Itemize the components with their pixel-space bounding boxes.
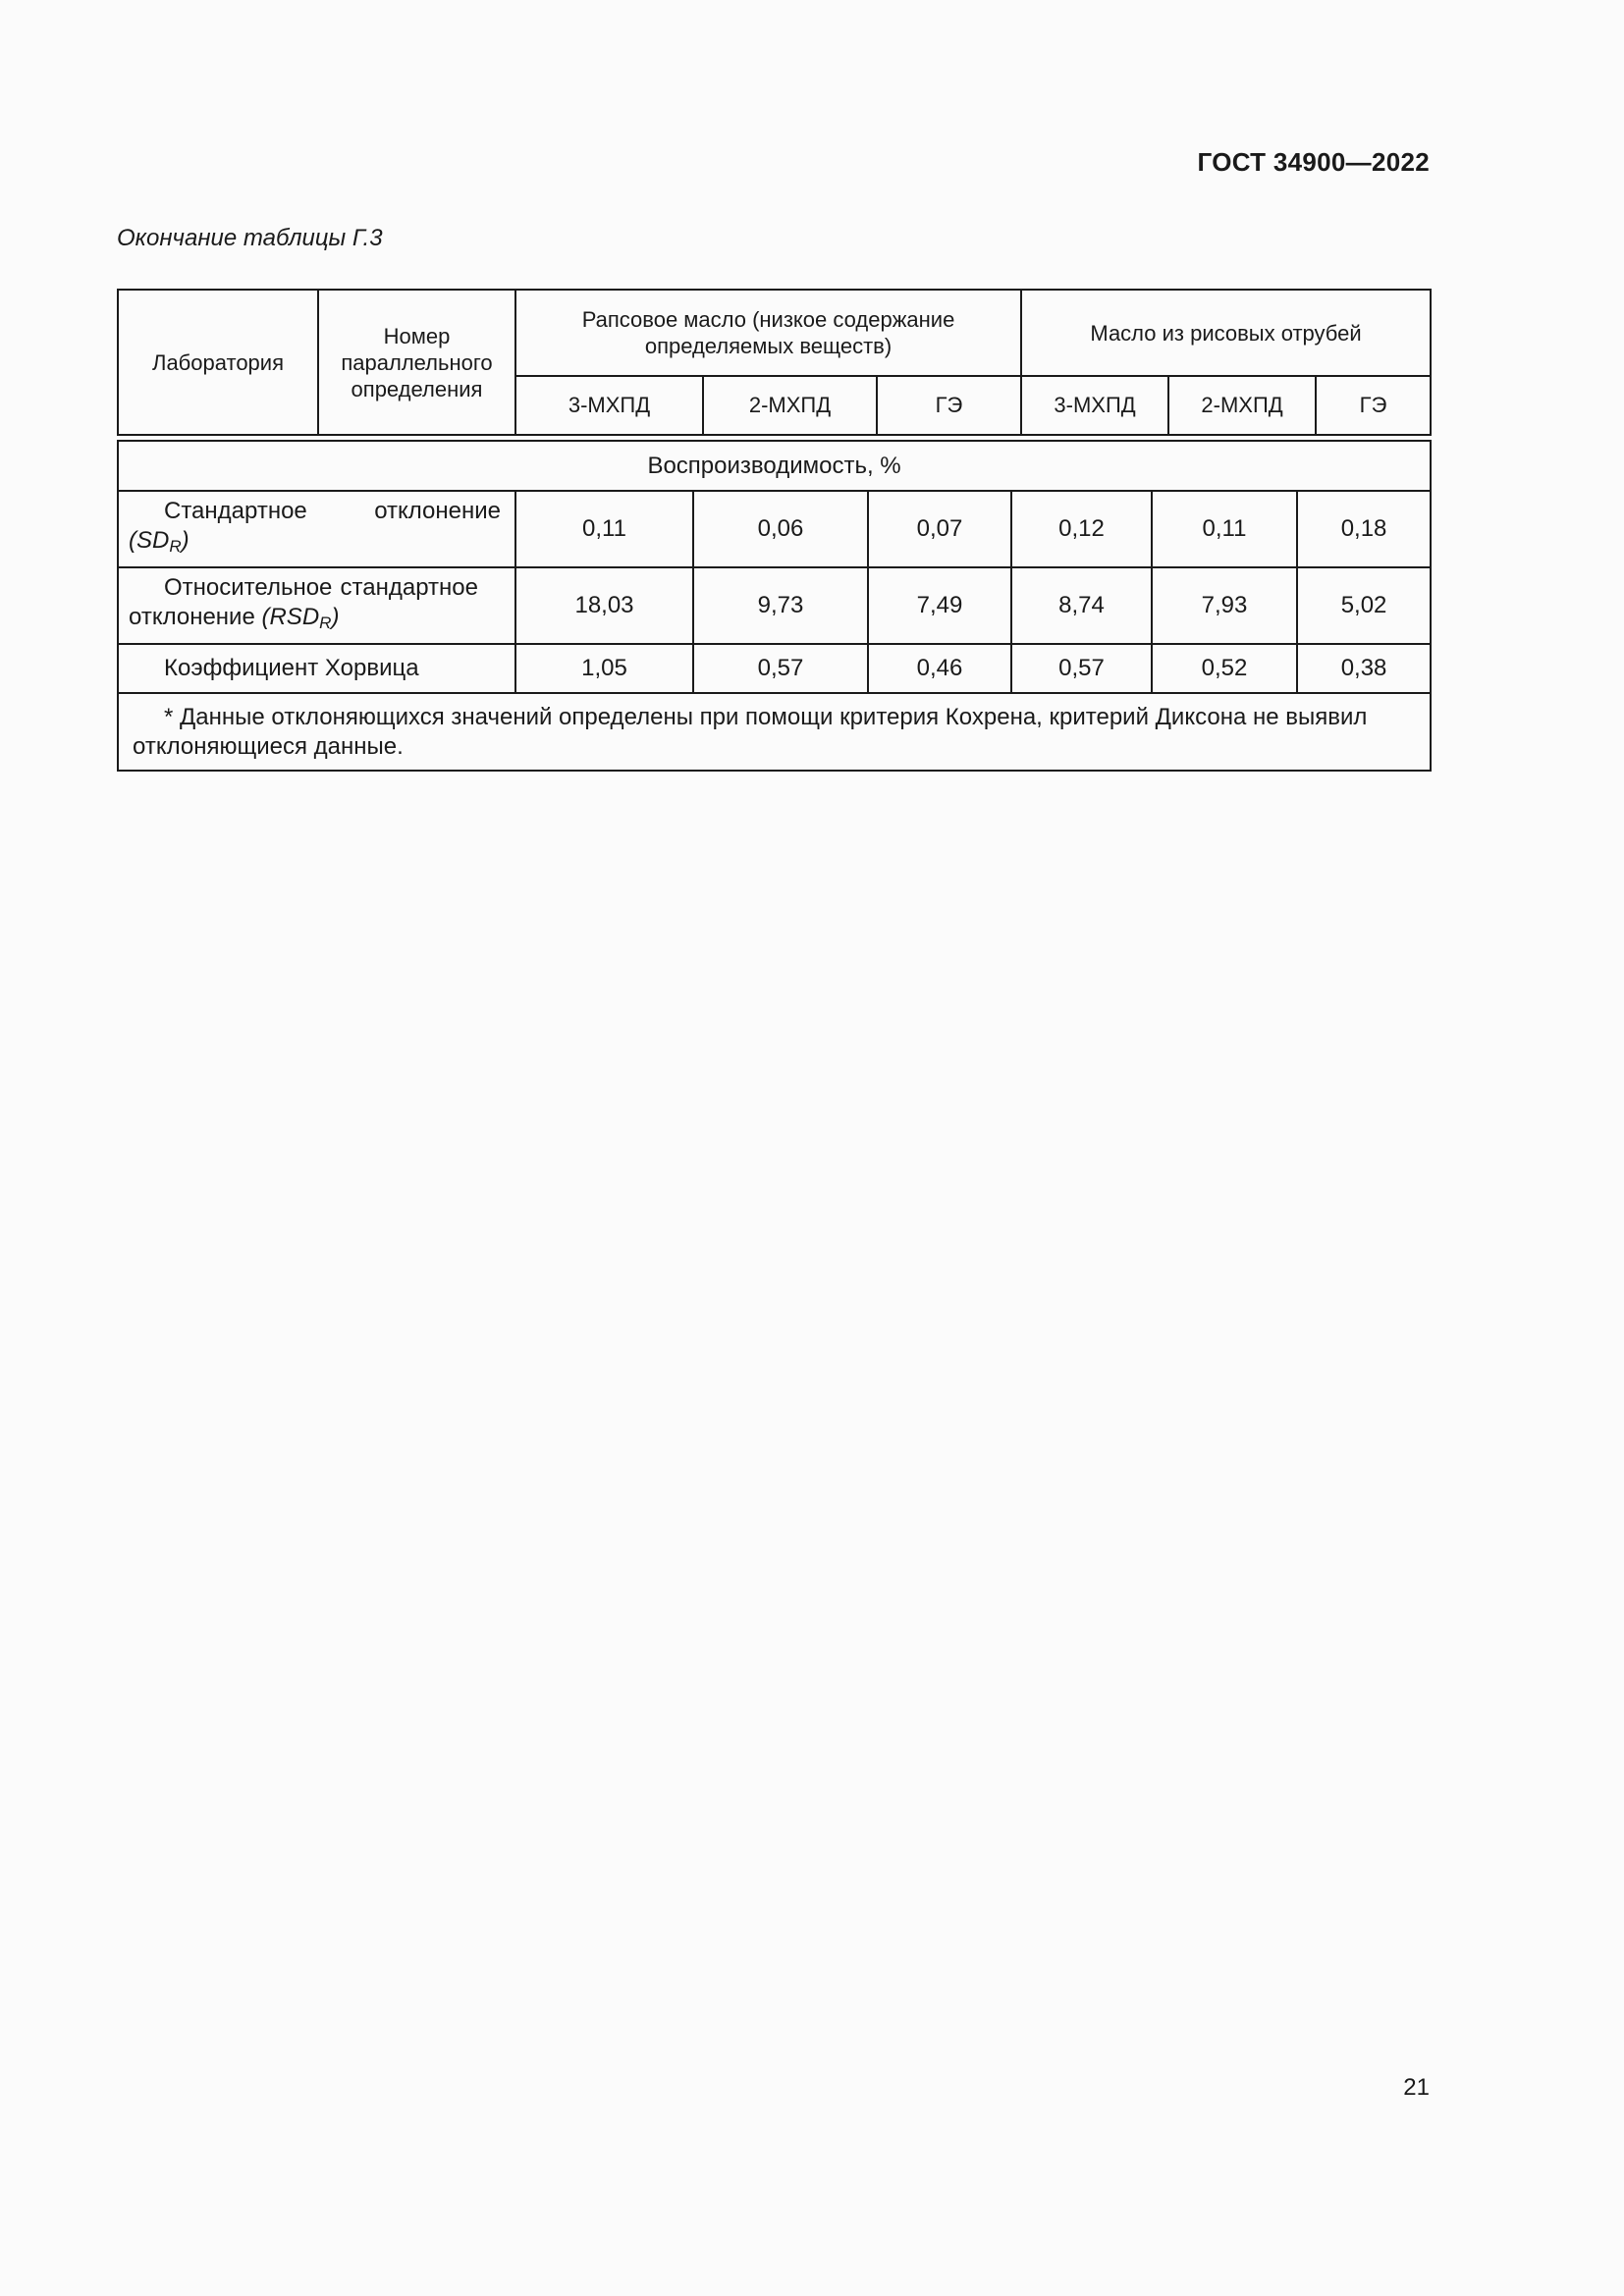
value-cell: 18,03	[515, 567, 693, 644]
value-cell: 0,11	[1152, 491, 1297, 567]
table-footnote: * Данные отклоняющихся значений определены при помощи критерия Кохрена, критерий Диксона не выявил отклоняющиеся данные.	[118, 693, 1431, 771]
header-column: 2-МХПД	[1168, 376, 1316, 435]
value-cell: 0,38	[1297, 644, 1431, 693]
header-group-rapeseed-oil: Рапсовое масло (низкое содержание определяемых веществ)	[515, 290, 1021, 376]
value-cell: 0,18	[1297, 491, 1431, 567]
table-row	[118, 567, 1431, 644]
value-cell: 8,74	[1011, 567, 1152, 644]
value-cell: 1,05	[515, 644, 693, 693]
value-cell: 0,11	[515, 491, 693, 567]
header-column: ГЭ	[877, 376, 1021, 435]
header-column: 3-МХПД	[515, 376, 703, 435]
header-parallel-number: Номер параллельного определения	[318, 290, 515, 435]
table-body	[117, 440, 1432, 772]
table-row	[118, 644, 1431, 693]
table-row	[118, 491, 1431, 567]
section-title: Воспроизводимость, %	[118, 441, 1431, 491]
value-cell: 0,12	[1011, 491, 1152, 567]
header-column: 2-МХПД	[703, 376, 877, 435]
table-caption: Окончание таблицы Г.3	[117, 225, 383, 251]
standard-code: ГОСТ 34900—2022	[1197, 147, 1430, 177]
header-laboratory: Лаборатория	[118, 290, 318, 435]
page-number: 21	[1403, 2074, 1430, 2101]
value-cell: 0,57	[693, 644, 868, 693]
value-cell: 0,06	[693, 491, 868, 567]
row-label: Коэффициент Хорвица	[118, 644, 515, 693]
value-cell: 7,93	[1152, 567, 1297, 644]
table-header	[117, 289, 1432, 436]
header-column: 3-МХПД	[1021, 376, 1168, 435]
value-cell: 7,49	[868, 567, 1011, 644]
header-group-rice-bran-oil: Масло из рисовых отрубей	[1021, 290, 1431, 376]
row-label: Относительное стандартное отклонение $(RSD_R)$	[118, 567, 515, 644]
value-cell: 0,52	[1152, 644, 1297, 693]
header-column: ГЭ	[1316, 376, 1431, 435]
value-cell: 0,57	[1011, 644, 1152, 693]
value-cell: 0,46	[868, 644, 1011, 693]
row-label: Стандартное отклонение $(SD_R)$	[118, 491, 515, 567]
value-cell: 9,73	[693, 567, 868, 644]
value-cell: 0,07	[868, 491, 1011, 567]
value-cell: 5,02	[1297, 567, 1431, 644]
